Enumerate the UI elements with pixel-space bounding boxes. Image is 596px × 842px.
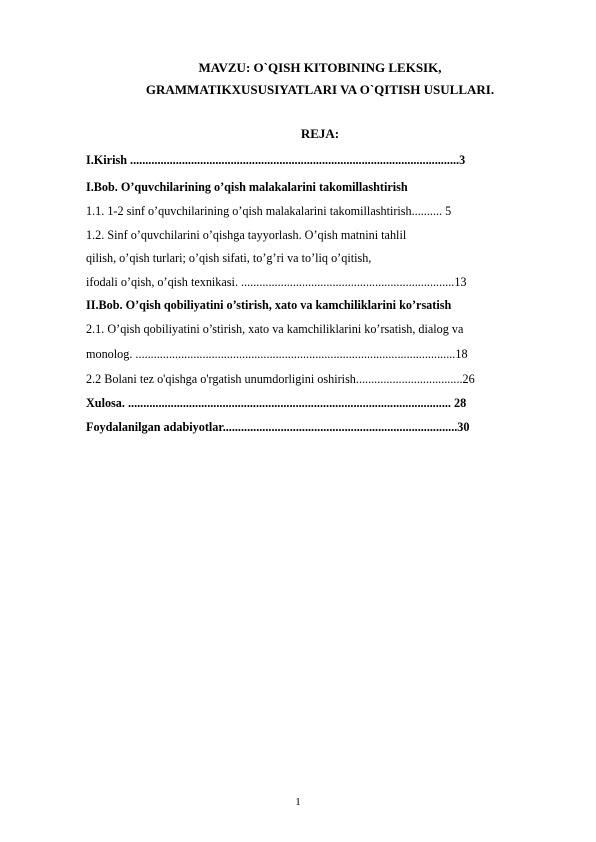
toc-chapter-2: II.Bob. O’qish qobiliyatini o’stirish, xato va kamchiliklarini ko’rsatish — [86, 298, 452, 312]
toc-section-1-1: 1.1. 1-2 sinf o’quvchilarining o’qish malakalarini takomillashtirish.......... 5 — [86, 204, 452, 218]
title-line-2: GRAMMATIKXUSUSIYATLARI VA O`QITISH USULLARI. — [145, 82, 495, 97]
page-number: 1 — [295, 796, 301, 808]
toc-entry-introduction: I.Kirish ............................................................................................................3 — [86, 153, 466, 167]
plan-heading: REJA: — [300, 126, 340, 141]
toc-section-2-1-line-2: monolog. .........................................................................................................18 — [86, 347, 468, 361]
toc-section-2-1-line-1: 2.1. O’qish qobiliyatini o’stirish, xato va kamchiliklarini ko’rsatish, dialog va — [86, 322, 464, 336]
toc-chapter-1: I.Bob. O’quvchilarining o’qish malakalarini takomillashtirish — [86, 180, 408, 194]
title-line-1: MAVZU: O`QISH KITOBINING LEKSIK, — [198, 60, 442, 75]
toc-entry-conclusion: Xulosa. .......................................................................................................... 28 — [86, 396, 467, 410]
toc-section-2-2: 2.2 Bolani tez o'qishga o'rgatish unumdorligini oshirish...................................26 — [86, 372, 475, 386]
toc-section-1-2-line-2: qilish, o’qish turlari; o’qish sifati, to’g’ri va to’liq o’qitish, — [86, 251, 372, 265]
toc-section-1-2-line-1: 1.2. Sinf o’quvchilarini o’qishga tayyorlash. O’qish matnini tahlil — [86, 228, 407, 242]
toc-section-1-2-line-3: ifodali o’qish, o’qish texnikasi. ......................................................................13 — [86, 275, 467, 289]
toc-entry-references: Foydalanilgan adabiyotlar.............................................................................30 — [86, 420, 470, 434]
